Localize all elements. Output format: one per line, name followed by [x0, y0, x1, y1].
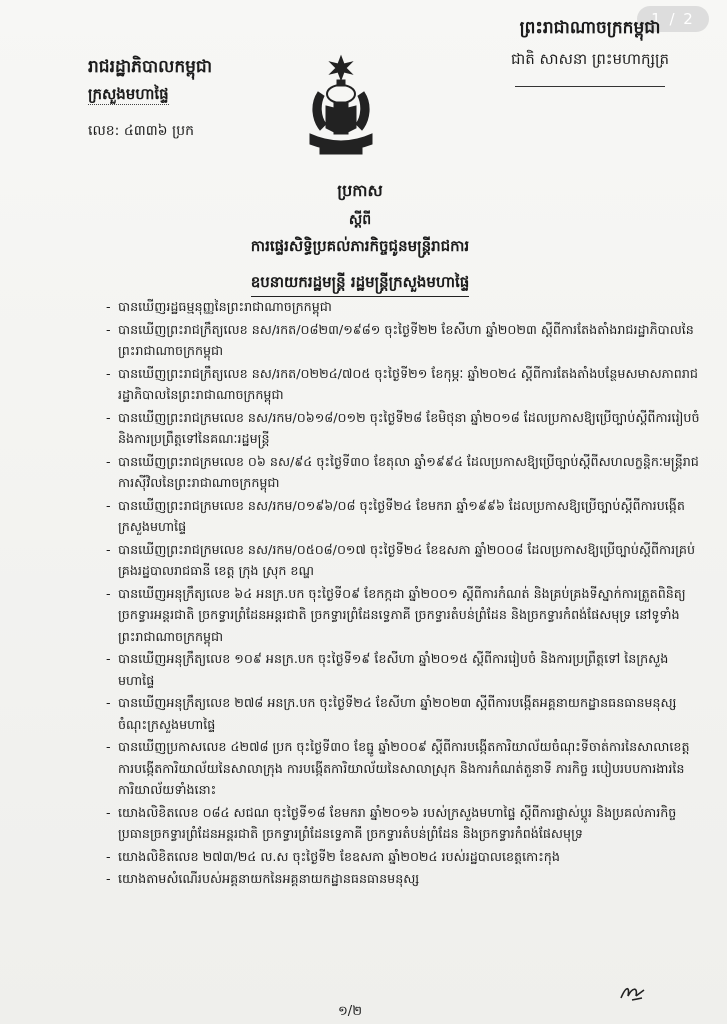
list-item: - បានឃើញអនុក្រឹត្យលេខ ១០៩ អនក្រ.បក ចុះថ្ងៃទី១៩ ខែសីហា ឆ្នាំ២០១៥ ស្តីពីការរៀបចំ និងការប្រព្រឹត្តទៅ នៃក្រសួងមហាផ្ទៃ	[104, 648, 704, 691]
list-item: - បានឃើញព្រះរាជក្រមលេខ ០៦ នស/៩៤ ចុះថ្ងៃទី៣០ ខែតុលា ឆ្នាំ១៩៩៤ ដែលប្រកាសឱ្យប្រើច្បាប់ស្តីពីសហលក្ខន្តិកៈមន្ត្រីរាជការស៊ីវិលនៃព្រះរាជាណាចក្រកម្ពុជា	[104, 451, 704, 494]
concerning-label: ស្តីពី	[348, 212, 372, 228]
initials-mark-icon	[618, 982, 648, 1004]
list-item: - យោងលិខិតលេខ ០៨៤ សជណ ចុះថ្ងៃទី១៨ ខែមករា ឆ្នាំ២០១៦ របស់ក្រសួងមហាផ្ទៃ ស្តីពីការផ្លាស់ប្តូរ និងប្រគល់ភារកិច្ចប្រធានច្រកទ្វារព្រំដែនអន្តរជាតិ ច្រកទ្វារព្រំដែនទ្វេភាគី ច្រកទ្វារតំបន់ព្រំដែន និងច្រកទ្វារកំពង់ផែសមុទ្រ	[104, 802, 704, 845]
list-item: - បានឃើញព្រះរាជក្រមលេខ នស/រកម/០១៩៦/០៨ ចុះថ្ងៃទី២៤ ខែមករា ឆ្នាំ១៩៩៦ ដែលប្រកាសឱ្យប្រើច្បាប់ស្តីពីការបង្កើតក្រសួងមហាផ្ទៃ	[104, 495, 704, 538]
ministry-name: ក្រសួងមហាផ្ទៃ	[88, 85, 169, 103]
proclamation-title	[140, 180, 580, 297]
ministry-header	[88, 56, 238, 142]
kingdom-header	[485, 16, 695, 87]
list-item: - បានឃើញព្រះរាជក្រមលេខ នស/រកម/០៥០៨/០១៧ ចុះថ្ងៃទី២៤ ខែឧសភា ឆ្នាំ២០០៨ ដែលប្រកាសឱ្យប្រើច្បាប់ស្តីពីការគ្រប់គ្រងរដ្ឋបាលរាជធានី ខេត្ត ក្រុង ស្រុក ខណ្ឌ	[104, 539, 704, 582]
government-name: រាជរដ្ឋាភិបាលកម្ពុជា	[88, 57, 213, 77]
motto-divider	[515, 76, 665, 87]
page-counter: 1 / 2	[637, 6, 709, 32]
page-number: ១/២	[337, 1004, 363, 1019]
list-item: - បានឃើញប្រកាសលេខ ៤២៧៨ ប្រក ចុះថ្ងៃទី៣០ ខែធ្នូ ឆ្នាំ២០០៩ ស្តីពីការបង្កើតការិយាល័យចំណុះទីចាត់ការនៃសាលាខេត្ត ការបង្កើតការិយាល័យនៃសាលាក្រុង ការបង្កើតការិយាល័យនៃសាលាស្រុក និងការកំណត់តួនាទី ភារកិច្ច របៀបរបបការងារនៃការិយាល័យទាំងនោះ	[104, 736, 704, 801]
list-item: - បានឃើញព្រះរាជក្រឹត្យលេខ នស/រកត/០២២៤/៧០៥ ចុះថ្ងៃទី២១ ខែកុម្ភៈ ឆ្នាំ២០២៤ ស្តីពីការតែងតាំងបន្ថែមសមាសភាពរាជរដ្ឋាភិបាលនៃព្រះរាជាណាចក្រកម្ពុជា	[104, 363, 704, 406]
list-item: - យោងតាមសំណើរបស់អគ្គនាយកនៃអគ្គនាយកដ្ឋានធនធានមនុស្ស	[104, 868, 704, 890]
list-item: - បានឃើញព្រះរាជក្រឹត្យលេខ នស/រកត/០៨២៣/១៩៨១ ចុះថ្ងៃទី២២ ខែសីហា ឆ្នាំ២០២៣ ស្តីពីការតែងតាំងរាជរដ្ឋាភិបាលនៃព្រះរាជាណាចក្រកម្ពុជា	[104, 319, 704, 362]
list-item: - យោងលិខិតលេខ ២៧៣/២៤ ល.ស ចុះថ្ងៃទី២ ខែឧសភា ឆ្នាំ២០២៤ របស់រដ្ឋបាលខេត្តកោះកុង	[104, 846, 704, 868]
reference-number: លេខ: ៤៣៣៦ ប្រក	[88, 123, 194, 139]
royal-emblem-icon	[300, 52, 382, 160]
document-subject: ការផ្ទេរសិទ្ធិប្រគល់ភារកិច្ចជូនមន្ត្រីរាជការ	[250, 237, 470, 255]
document-type: ប្រកាស	[337, 181, 383, 200]
list-item: - បានឃើញព្រះរាជក្រមលេខ នស/រកម/០៦១៨/០១២ ចុះថ្ងៃទី២៨ ខែមិថុនា ឆ្នាំ២០១៨ ដែលប្រកាសឱ្យប្រើច្បាប់ស្តីពីការរៀបចំ និងការប្រព្រឹត្តទៅនៃគណៈរដ្ឋមន្ត្រី	[104, 407, 704, 450]
national-motto: ជាតិ សាសនា ព្រះមហាក្សត្រ	[510, 50, 670, 68]
preamble-list	[104, 296, 704, 891]
list-item: - បានឃើញរដ្ឋធម្មនុញ្ញនៃព្រះរាជាណាចក្រកម្ពុជា	[104, 296, 704, 318]
kingdom-title: ព្រះរាជាណាចក្រកម្ពុជា	[519, 18, 661, 38]
list-item: - បានឃើញអនុក្រឹត្យលេខ ២៧៨ អនក្រ.បក ចុះថ្ងៃទី២៤ ខែសីហា ឆ្នាំ២០២៣ ស្តីពីការបង្កើតអគ្គនាយកដ្ឋានធនធានមនុស្ស ចំណុះក្រសួងមហាផ្ទៃ	[104, 692, 704, 735]
issuer-title: ឧបនាយករដ្ឋមន្ត្រី រដ្ឋមន្ត្រីក្រសួងមហាផ្ទៃ	[251, 273, 470, 297]
list-item: - បានឃើញអនុក្រឹត្យលេខ ៦៤ អនក្រ.បក ចុះថ្ងៃទី០៩ ខែកក្កដា ឆ្នាំ២០០១ ស្តីពីការកំណត់ និងគ្រប់គ្រងទីស្នាក់ការត្រួតពិនិត្យច្រកទ្វារអន្តរជាតិ ច្រកទ្វារព្រំដែនអន្តរជាតិ ច្រកទ្វារព្រំដែនទ្វេភាគី ច្រកទ្វារតំបន់ព្រំដែន និងច្រកទ្វារកំពង់ផែសមុទ្រ នៅទូទាំងព្រះរាជាណាចក្រកម្ពុជា	[104, 583, 704, 648]
